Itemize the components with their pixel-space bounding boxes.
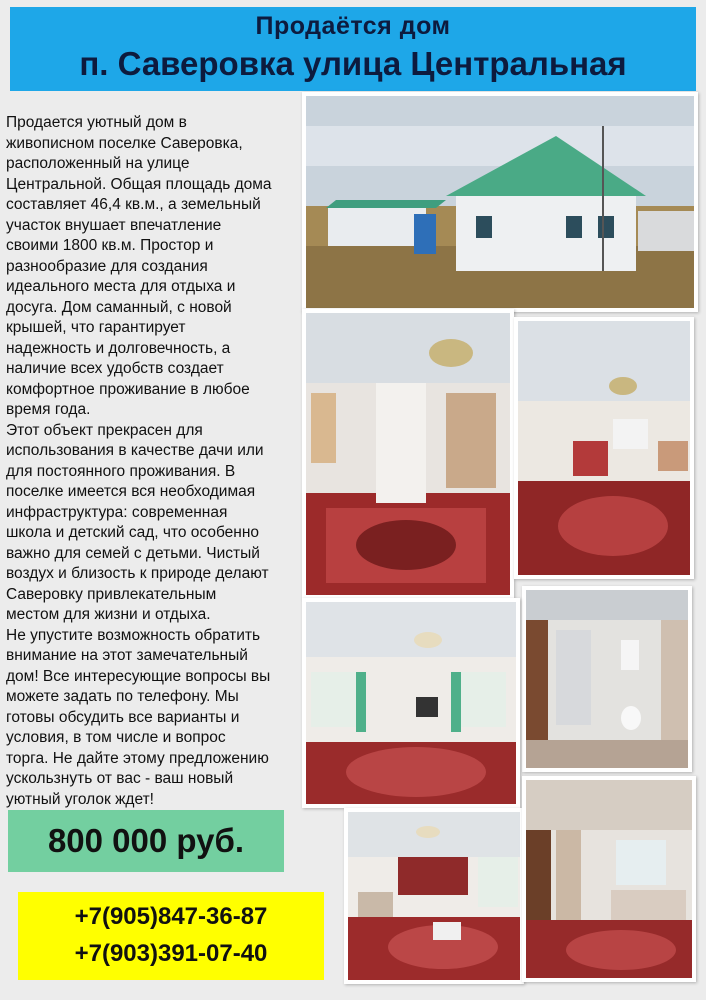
header-address: п. Саверовка улица Центральная [79,45,627,82]
phone-box [18,892,324,980]
description-text: Продается уютный дом в живописном поселке Саверовка, расположенный на улице Центральной. Общая площадь дома составляет 46,4 кв.м., а земельный участок внушает впечатление своими 1800 кв.м. Простор и разнообразие для создания идеального места для отдыха и досуга. Дом саманный, с новой крышей, что гарантирует надежность и долговечность, а наличие всех удобств создает комфортное проживание в любое время года. Этот объект прекрасен для использования в качестве дачи или для постоянного проживания. В поселке имеется вся необходимая инфраструктура: современная школа и детский сад, что особенно важно для семей с детьми. Чистый воздух и близость к природе делают Саверовку привлекательным местом для жизни и отдыха. Не упустите возможность обратить внимание на этот замечательный дом! Все интересующие вопросы вы можете задать по телефону. Мы готовы обсудить все варианты и условия, в том числе и вопрос торга. Не дайте этому предложению ускользнуть от вас - ваш новый уютный уголок ждет! [6,114,272,808]
header-banner [10,7,696,91]
phone-number-1[interactable]: +7(905)847-36-87 [74,903,268,930]
interior-stove-room-photo [302,309,514,599]
interior-kitchen-photo [522,776,696,982]
price-badge: 800 000 руб. [8,810,284,872]
interior-tv-room-photo [302,598,520,808]
phone-number-2[interactable]: +7(903)391-07-40 [74,940,268,967]
house-exterior-photo [302,92,698,312]
interior-bedroom-photo [344,808,524,984]
header-title: Продаётся дом [255,12,451,40]
interior-bathroom-photo [522,586,692,772]
interior-living-room-photo [514,317,694,579]
